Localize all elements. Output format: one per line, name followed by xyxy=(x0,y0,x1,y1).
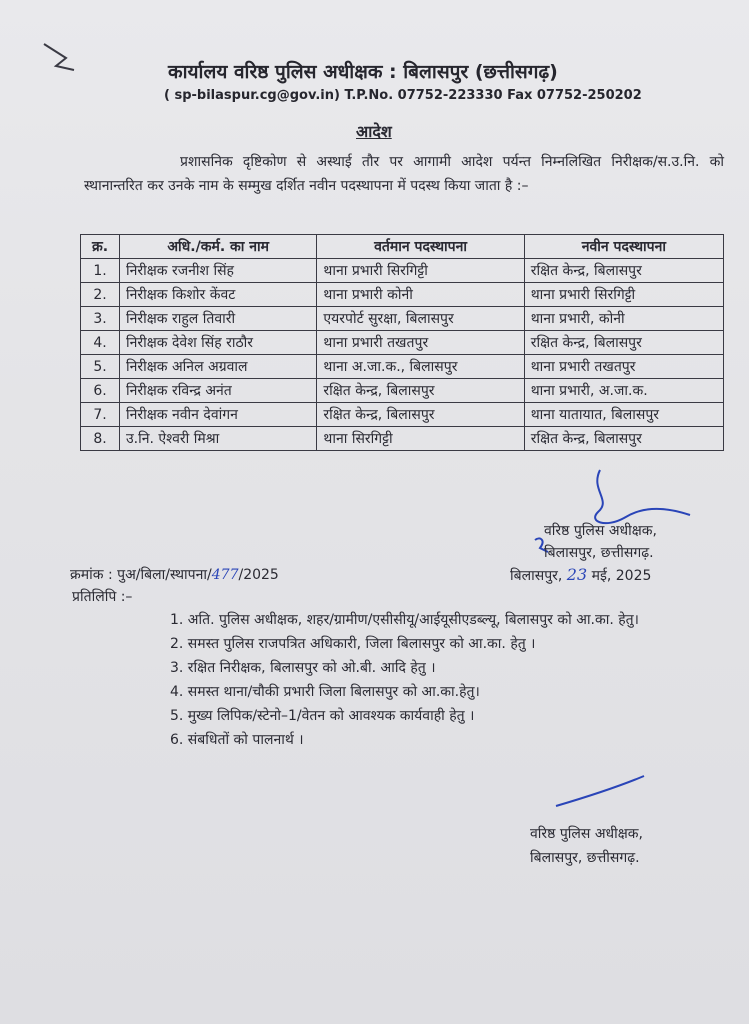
row-name: निरीक्षक किशोर केंवट xyxy=(120,283,317,307)
row-name: निरीक्षक नवीन देवांगन xyxy=(120,403,317,427)
signature-mark-2 xyxy=(556,776,644,806)
signatory-designation: वरिष्ठ पुलिस अधीक्षक, xyxy=(544,523,657,539)
row-serial: 4. xyxy=(81,331,120,355)
row-current-posting: थाना सिरगिट्टी xyxy=(317,427,524,451)
order-date xyxy=(510,565,651,585)
row-new-posting: थाना प्रभारी, अ.जा.क. xyxy=(524,379,723,403)
row-name: उ.नि. ऐश्वरी मिश्रा xyxy=(120,427,317,451)
row-serial: 7. xyxy=(81,403,120,427)
row-serial: 8. xyxy=(81,427,120,451)
header-serial: क्र. xyxy=(81,235,120,259)
row-new-posting: थाना प्रभारी सिरगिट्टी xyxy=(524,283,723,307)
office-title: कार्यालय वरिष्ठ पुलिस अधीक्षक : बिलासपुर (छत्तीसगढ़) xyxy=(168,61,558,83)
row-name: निरीक्षक रजनीश सिंह xyxy=(120,259,317,283)
order-title: आदेश xyxy=(356,122,392,141)
row-current-posting: थाना प्रभारी तखतपुर xyxy=(317,331,524,355)
row-current-posting: एयरपोर्ट सुरक्षा, बिलासपुर xyxy=(317,307,524,331)
row-serial: 3. xyxy=(81,307,120,331)
row-current-posting: रक्षित केन्द्र, बिलासपुर xyxy=(317,403,524,427)
list-item: 3. रक्षित निरीक्षक, बिलासपुर को ओ.बी. आदि हेतु । xyxy=(170,660,436,676)
header-new-posting: नवीन पदस्थापना xyxy=(524,235,723,259)
corner-scribble xyxy=(44,44,74,70)
copy-list xyxy=(170,608,710,752)
header-current-posting: वर्तमान पदस्थापना xyxy=(317,235,524,259)
row-new-posting: रक्षित केन्द्र, बिलासपुर xyxy=(524,331,723,355)
copy-label: प्रतिलिपि :– xyxy=(72,589,133,605)
header-name: अधि./कर्म. का नाम xyxy=(120,235,317,259)
row-serial: 5. xyxy=(81,355,120,379)
list-item: 2. समस्त पुलिस राजपत्रित अधिकारी, जिला बिलासपुर को आ.का. हेतु । xyxy=(170,636,536,652)
row-name: निरीक्षक रविन्द्र अनंत xyxy=(120,379,317,403)
row-new-posting: रक्षित केन्द्र, बिलासपुर xyxy=(524,259,723,283)
date-day: 23 xyxy=(566,565,588,584)
row-name: निरीक्षक अनिल अग्रवाल xyxy=(120,355,317,379)
order-reference xyxy=(70,565,279,584)
office-contact: ( sp-bilaspur.cg@gov.in) T.P.No. 07752-223330 Fax 07752-250202 xyxy=(164,88,642,103)
list-item: 1. अति. पुलिस अधीक्षक, शहर/ग्रामीण/एसीसीयू/आईयूसीएडब्ल्यू, बिलासपुर को आ.का. हेतु। xyxy=(170,612,639,628)
signatory-designation: वरिष्ठ पुलिस अधीक्षक, xyxy=(530,826,643,842)
list-item: 4. समस्त थाना/चौकी प्रभारी जिला बिलासपुर को आ.का.हेतु। xyxy=(170,684,480,700)
reference-suffix: /2025 xyxy=(238,567,279,583)
signatory-place: बिलासपुर, छत्तीसगढ़. xyxy=(530,850,640,866)
reference-prefix: क्रमांक : पुअ/बिला/स्थापना/ xyxy=(70,567,212,583)
row-serial: 2. xyxy=(81,283,120,307)
date-prefix: बिलासपुर, xyxy=(510,568,563,584)
row-new-posting: थाना यातायात, बिलासपुर xyxy=(524,403,723,427)
date-suffix: मई, 2025 xyxy=(591,568,652,584)
list-item: 5. मुख्य लिपिक/स्टेनो–1/वेतन को आवश्यक कार्यवाही हेतु । xyxy=(170,708,475,724)
row-current-posting: थाना प्रभारी कोनी xyxy=(317,283,524,307)
row-name: निरीक्षक राहुल तिवारी xyxy=(120,307,317,331)
list-item: 6. संबधितों को पालनार्थ । xyxy=(170,732,304,748)
row-new-posting: रक्षित केन्द्र, बिलासपुर xyxy=(524,427,723,451)
row-new-posting: थाना प्रभारी, कोनी xyxy=(524,307,723,331)
reference-number: 477 xyxy=(211,567,239,583)
signature-mark-1 xyxy=(595,470,690,523)
signatory-place: बिलासपुर, छत्तीसगढ़. xyxy=(544,545,654,561)
row-current-posting: रक्षित केन्द्र, बिलासपुर xyxy=(317,379,524,403)
signature-block-top xyxy=(544,520,657,564)
row-current-posting: थाना प्रभारी सिरगिट्टी xyxy=(317,259,524,283)
row-current-posting: थाना अ.जा.क., बिलासपुर xyxy=(317,355,524,379)
row-new-posting: थाना प्रभारी तखतपुर xyxy=(524,355,723,379)
order-intro: प्रशासनिक दृष्टिकोण से अस्थाई तौर पर आगामी आदेश पर्यन्त निम्नलिखित निरीक्षक/स.उ.नि. को स्थानान्तरित कर उनके नाम के सम्मुख दर्शित नवीन पदस्थापना में पदस्थ किया जाता है :– xyxy=(84,154,724,194)
signature-block-bottom xyxy=(530,822,643,870)
row-name: निरीक्षक देवेश सिंह राठौर xyxy=(120,331,317,355)
row-serial: 6. xyxy=(81,379,120,403)
row-serial: 1. xyxy=(81,259,120,283)
